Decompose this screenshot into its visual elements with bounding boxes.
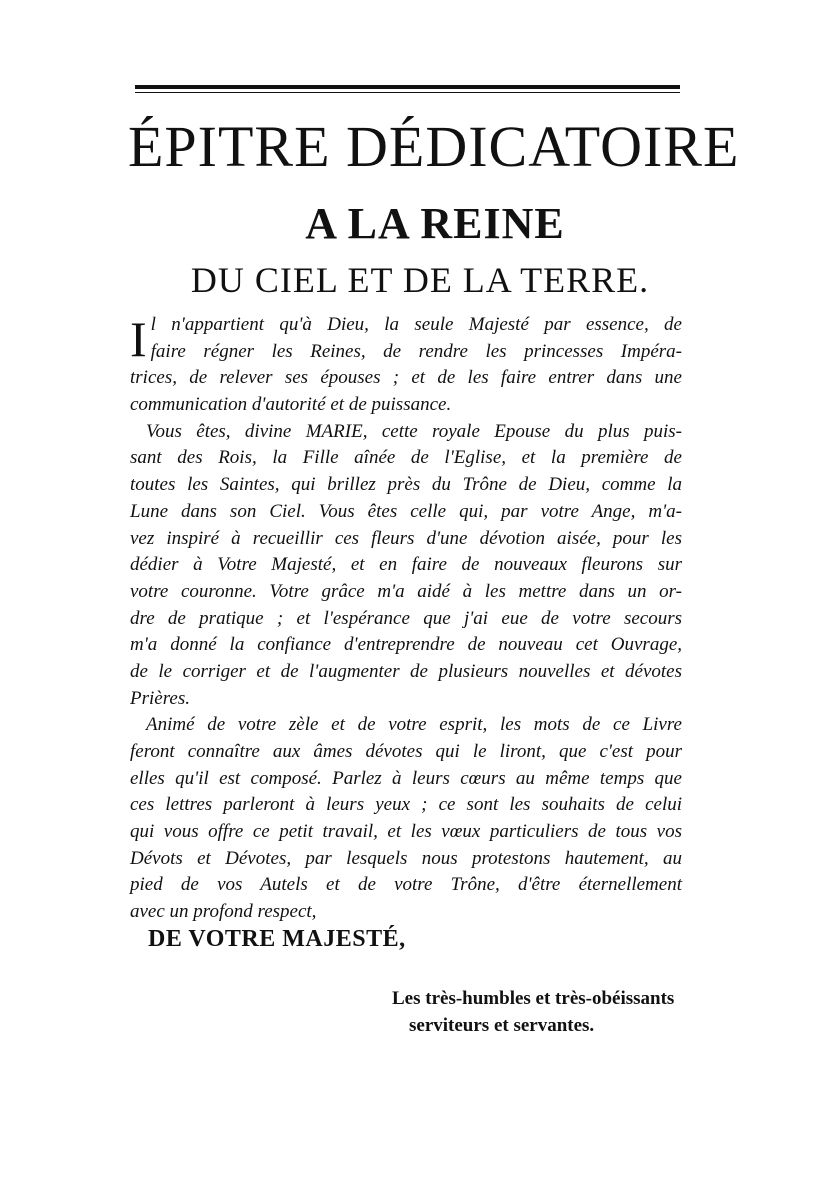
body-line: dédier à Votre Majesté, et en faire de nouveaux fleurons sur bbox=[130, 554, 682, 576]
body-line: Lune dans son Ciel. Vous êtes celle qui, par votre Ange, m'a- bbox=[130, 500, 682, 522]
title-line-1: ÉPITRE DÉDICATOIRE bbox=[128, 114, 740, 179]
body-line: toutes les Saintes, qui brillez près du Trône de Dieu, comme la bbox=[130, 474, 682, 496]
drop-cap: I bbox=[130, 311, 147, 367]
header-rule-thin bbox=[135, 92, 680, 93]
body-line: Dévots et Dévotes, par lesquels nous protestons hautement, au bbox=[130, 847, 682, 869]
closing-salutation: DE VOTRE MAJESTÉ, bbox=[148, 926, 406, 952]
body-line: dre de pratique ; et l'espérance que j'ai eue de votre secours bbox=[130, 607, 682, 629]
body-line: vez inspiré à recueillir ces fleurs d'une dévotion aisée, pour les bbox=[130, 527, 682, 549]
body-line: de le corriger et de l'augmenter de plusieurs nouvelles et dévotes bbox=[130, 660, 682, 682]
header-rule-thick bbox=[135, 85, 680, 89]
title-line-3: DU CIEL ET DE LA TERRE. bbox=[190, 260, 650, 300]
body-line: trices, de relever ses épouses ; et de les faire entrer dans une bbox=[130, 367, 682, 389]
body-line: faire régner les Reines, de rendre les princesses Impéra- bbox=[150, 340, 682, 362]
dedication-body bbox=[130, 312, 682, 926]
body-line: communication d'autorité et de puissance. bbox=[130, 394, 452, 416]
body-line: l n'appartient qu'à Dieu, la seule Majesté par essence, de bbox=[150, 314, 682, 335]
body-line: feront connaître aux âmes dévotes qui le liront, que c'est pour bbox=[130, 741, 682, 762]
body-line: m'a donné la confiance d'entreprendre de nouveau cet Ouvrage, bbox=[130, 634, 682, 656]
body-line: qui vous offre ce petit travail, et les vœux particuliers de tous vos bbox=[130, 821, 682, 843]
body-line: Animé de votre zèle et de votre esprit, les mots de ce Livre bbox=[146, 714, 682, 736]
signature-line-2: serviteurs et servantes. bbox=[409, 1015, 595, 1036]
body-line: pied de vos Autels et de votre Trône, d'être éternellement bbox=[130, 874, 682, 896]
body-line: Vous êtes, divine MARIE, cette royale Epouse du plus puis- bbox=[146, 420, 682, 442]
signature-line-1: Les très-humbles et très-obéissants bbox=[392, 988, 675, 1009]
body-line: elles qu'il est composé. Parlez à leurs cœurs au même temps que bbox=[130, 767, 682, 789]
title-line-2: A LA REINE bbox=[305, 199, 565, 248]
body-line: votre couronne. Votre grâce m'a aidé à les mettre dans un or- bbox=[130, 580, 682, 602]
body-line: sant des Rois, la Fille aînée de l'Eglise, et la première de bbox=[130, 447, 682, 469]
body-line: ces lettres parleront à leurs yeux ; ce sont les souhaits de celui bbox=[130, 794, 682, 816]
body-line: avec un profond respect, bbox=[130, 901, 317, 923]
body-line: Prières. bbox=[130, 687, 190, 709]
